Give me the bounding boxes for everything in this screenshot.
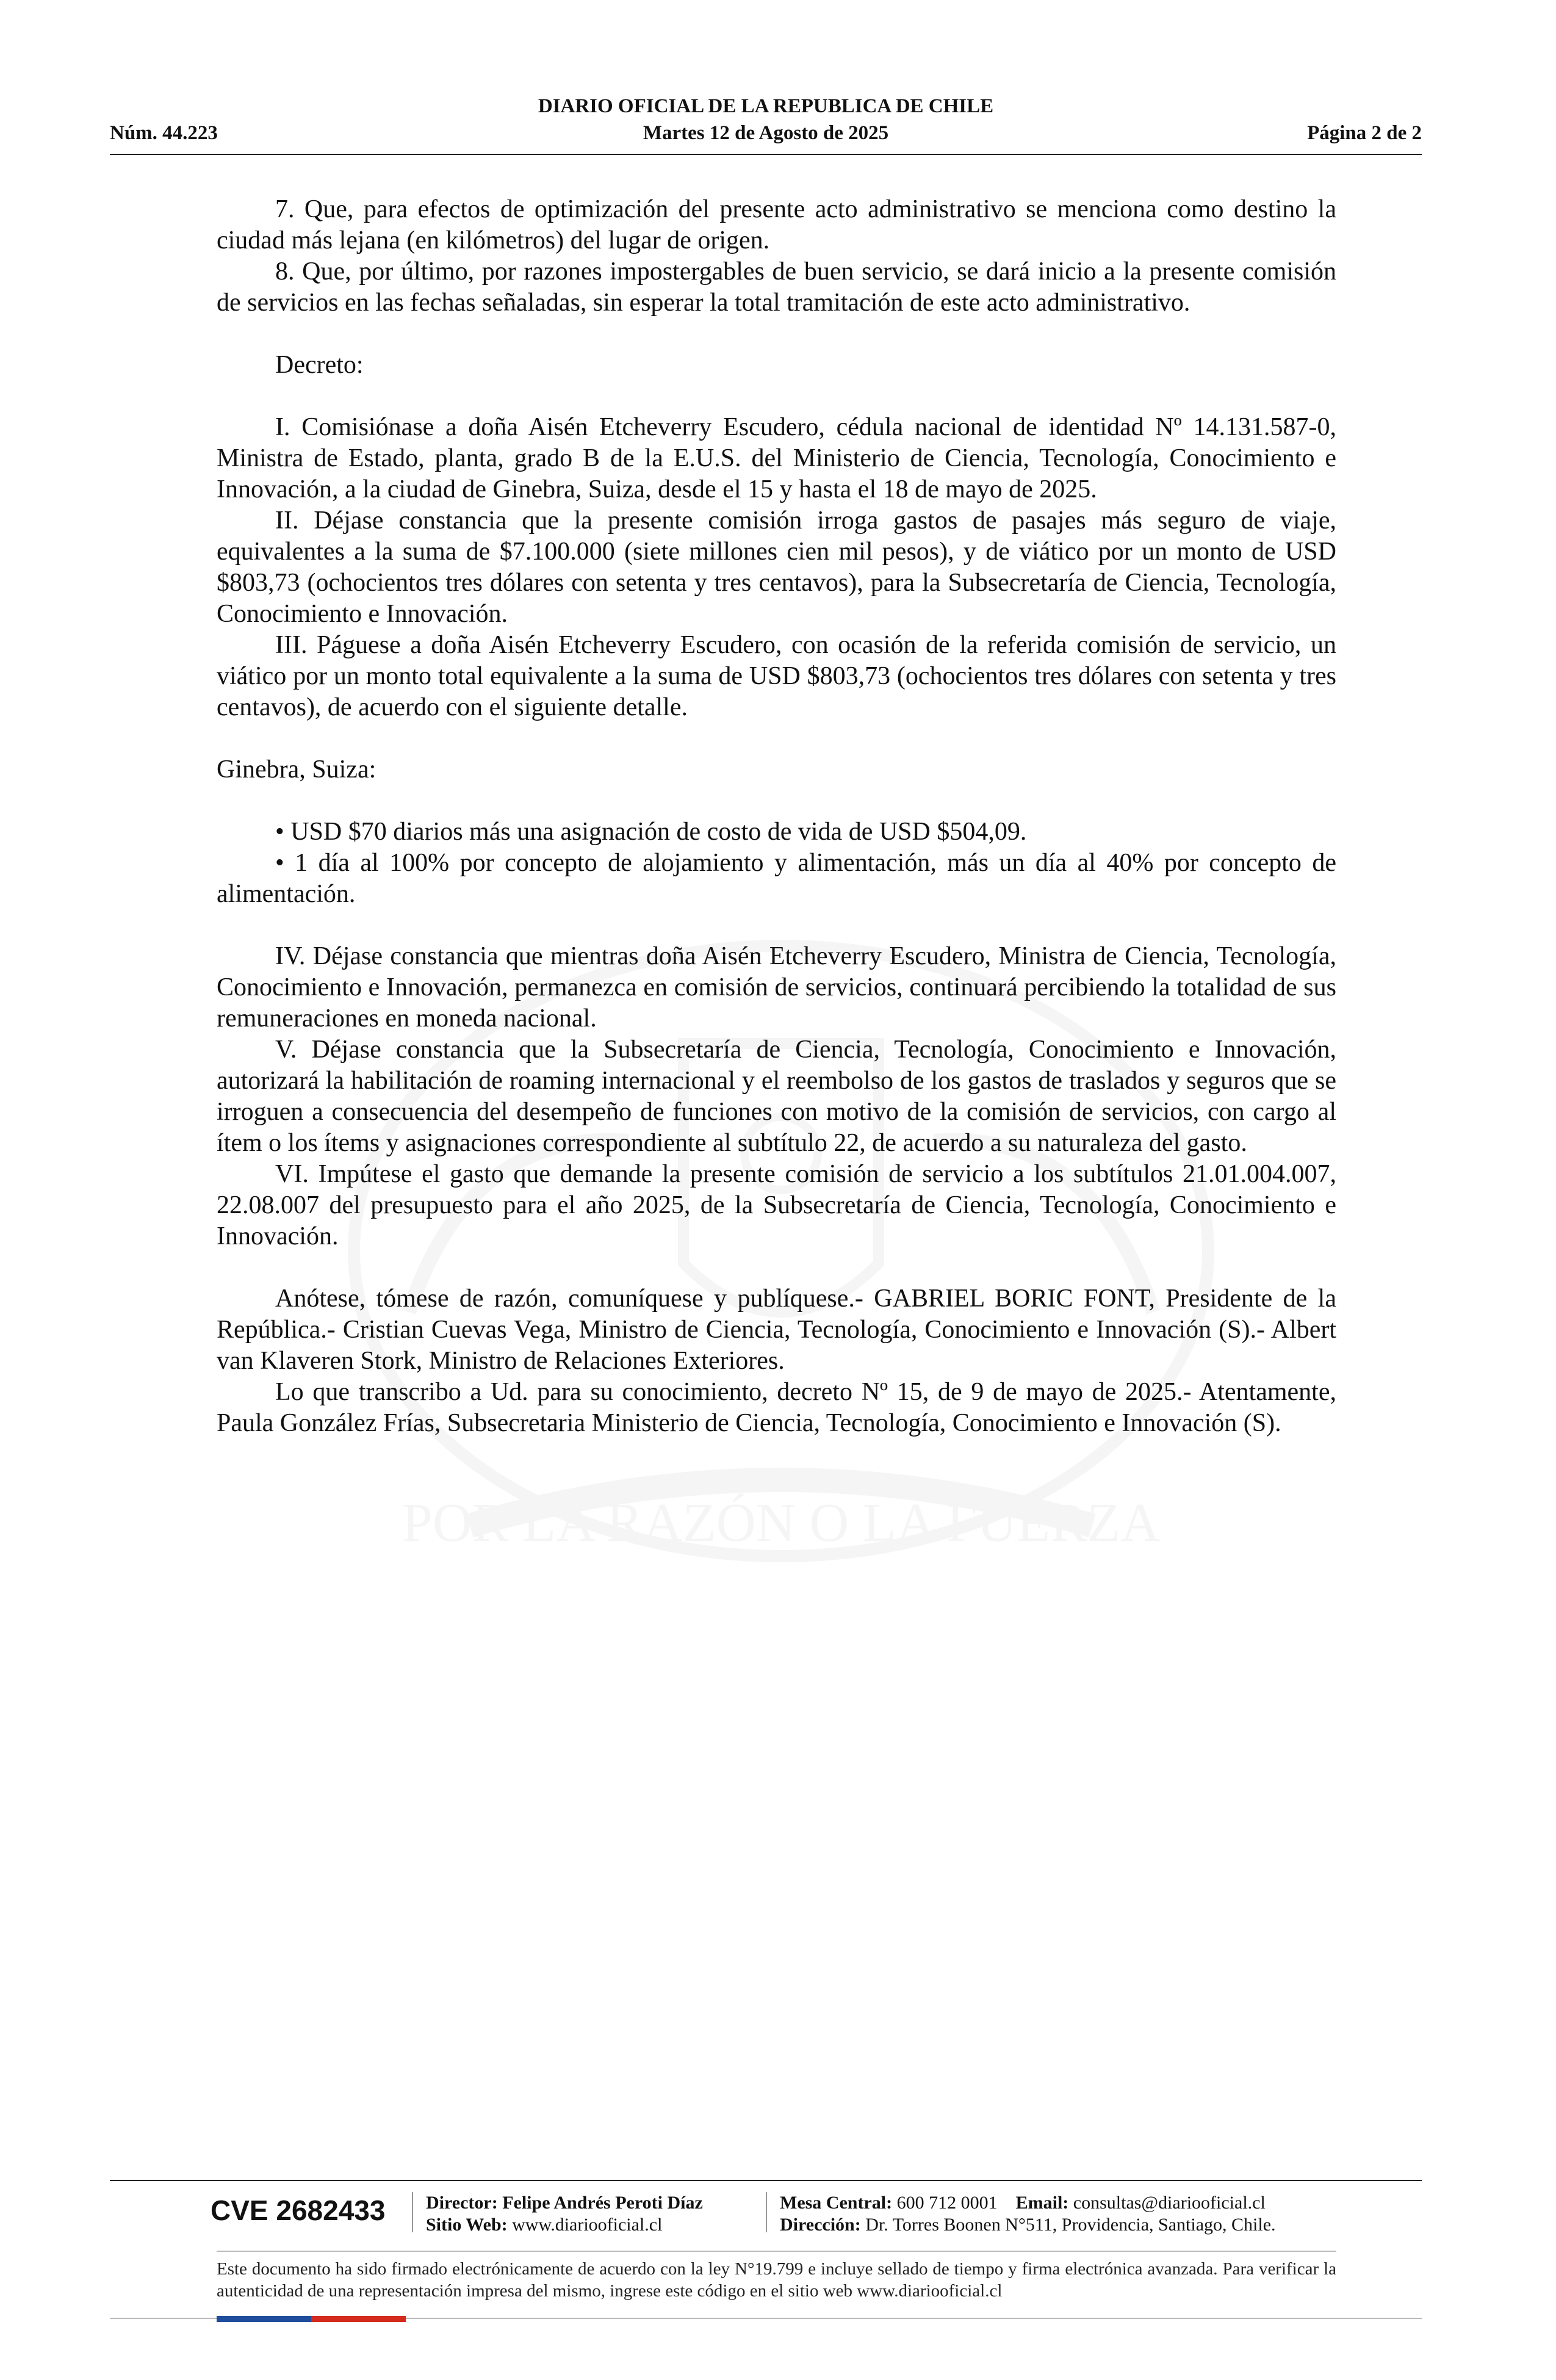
newspaper-title: DIARIO OFICIAL DE LA REPUBLICA DE CHILE [538, 95, 994, 117]
mesa-phone: 600 712 0001 [896, 2193, 998, 2213]
address-label: Dirección: [780, 2215, 861, 2235]
article-v: V. Déjase constancia que la Subsecretaría de Ciencia, Tecnología, Conocimiento e Innovación, autorizará la habilitación de roaming internacional y el reembolso de los gastos de traslados y seguros que se irroguen a consecuencia del desempeño de funciones con motivo de la comisión de servicios, con cargo al ítem o los ítems y asignaciones correspondiente al subtítulo 22, de acuerdo a su naturaleza del gasto. [217, 1036, 1336, 1157]
page-header [110, 93, 1422, 154]
bullet-item: • 1 día al 100% por concepto de alojamiento y alimentación, más un día al 40% por concepto de alimentación. [217, 849, 1336, 908]
director-name: Felipe Andrés Peroti Díaz [502, 2193, 703, 2213]
article-vi: VI. Impútese el gasto que demande la presente comisión de servicio a los subtítulos 21.01.004.007, 22.08.007 del presupuesto para el año 2025, de la Subsecretaría de Ciencia, Tecnología, Conocimiento e Innovación. [217, 1160, 1336, 1250]
article-iv: IV. Déjase constancia que mientras doña Aisén Etcheverry Escudero, Ministra de Ciencia, Tecnología, Conocimiento e Innovación, permanezca en comisión de servicios, continuará percibiendo la totalidad de sus remuneraciones en moneda nacional. [217, 942, 1336, 1033]
footer-contact-block [780, 2192, 1276, 2236]
footer-director-block [426, 2192, 703, 2236]
address-value: Dr. Torres Boonen N°511, Providencia, Santiago, Chile. [865, 2215, 1276, 2235]
flag-color-bar [217, 2316, 406, 2322]
mesa-label: Mesa Central: [780, 2193, 893, 2213]
decree-body [217, 194, 1336, 1439]
website-label: Sitio Web: [426, 2215, 508, 2235]
email-label: Email: [1015, 2193, 1069, 2213]
closing-signatures: Anótese, tómese de razón, comuníquese y publíquese.- GABRIEL BORIC FONT, Presidente de la República.- Cristian Cuevas Vega, Ministro de Ciencia, Tecnología, Conocimiento e Innovación (S).- Albert van Klaveren Stork, Ministro de Relaciones Exteriores. [217, 1285, 1336, 1375]
article-ii: II. Déjase constancia que la presente comisión irroga gastos de pasajes más seguro de viaje, equivalentes a la suma de $7.100.000 (siete millones cien mil pesos), y de viático por un monto de USD $803,73 (ochocientos tres dólares con setenta y tres centavos), para la Subsecretaría de Ciencia, Tecnología, Conocimiento e Innovación. [217, 507, 1336, 628]
page-indicator: Página 2 de 2 [1307, 122, 1422, 144]
decreto-heading: Decreto: [275, 351, 364, 379]
flag-red-segment [311, 2316, 406, 2322]
footer-separator [412, 2192, 413, 2232]
electronic-signature-notice: Este documento ha sido firmado electrónicamente de acuerdo con la ley N°19.799 e incluye sellado de tiempo y firma electrónica avanzada. Para verificar la autenticidad de una representación impresa del mismo, ingrese este código en el sitio web www.diariooficial.cl [217, 2259, 1336, 2301]
cve-code: CVE 2682433 [211, 2194, 386, 2226]
paragraph-7: 7. Que, para efectos de optimización del presente acto administrativo se menciona como destino la ciudad más lejana (en kilómetros) del lugar de origen. [217, 195, 1336, 254]
watermark-motto: POR LA RAZÓN O LA FUERZA [402, 1493, 1161, 1553]
flag-blue-segment [217, 2316, 311, 2322]
issue-number: Núm. 44.223 [110, 122, 218, 144]
footer-inner-divider [217, 2251, 1336, 2252]
email-link[interactable]: consultas@diariooficial.cl [1073, 2193, 1266, 2213]
website-link[interactable]: www.diariooficial.cl [512, 2215, 663, 2235]
article-i: I. Comisiónase a doña Aisén Etcheverry Escudero, cédula nacional de identidad Nº 14.131.587-0, Ministra de Estado, planta, grado B de la E.U.S. del Ministerio de Ciencia, Tecnología, Conocimiento e Innovación, a la ciudad de Ginebra, Suiza, desde el 15 y hasta el 18 de mayo de 2025. [217, 413, 1336, 503]
bullet-item: • USD $70 diarios más una asignación de costo de vida de USD $504,09. [275, 818, 1027, 846]
header-divider [110, 154, 1422, 155]
issue-date: Martes 12 de Agosto de 2025 [643, 122, 889, 144]
article-iii: III. Páguese a doña Aisén Etcheverry Escudero, con ocasión de la referida comisión de servicio, un viático por un monto total equivalente a la suma de USD $803,73 (ochocientos tres dólares con setenta y tres centavos), de acuerdo con el siguiente detalle. [217, 631, 1336, 721]
closing-transcription: Lo que transcribo a Ud. para su conocimiento, decreto Nº 15, de 9 de mayo de 2025.- Atentamente, Paula González Frías, Subsecretaria Ministerio de Ciencia, Tecnología, Conocimiento e Innovación (S). [217, 1378, 1336, 1437]
footer-separator [766, 2192, 767, 2232]
location-heading: Ginebra, Suiza: [217, 755, 376, 784]
paragraph-8: 8. Que, por último, por razones impostergables de buen servicio, se dará inicio a la presente comisión de servicios en las fechas señaladas, sin esperar la total tramitación de este acto administrativo. [217, 258, 1336, 317]
footer-divider [110, 2180, 1422, 2181]
director-label: Director: [426, 2193, 498, 2213]
